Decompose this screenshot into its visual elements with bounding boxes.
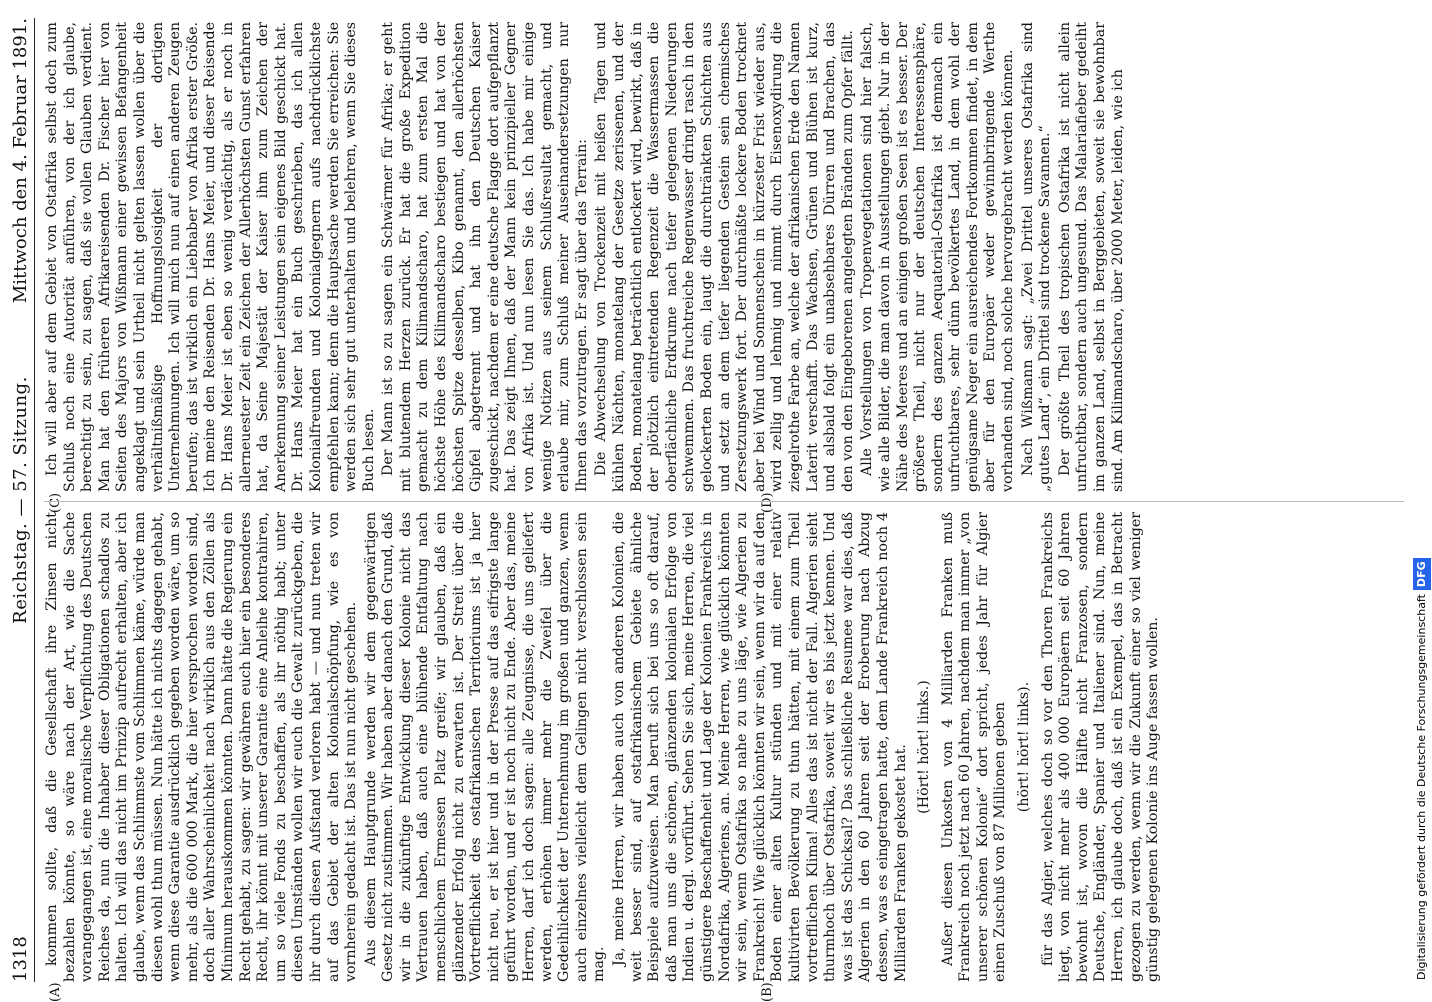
paragraph: Der größte Theil des tropischen Ostafrika ist nicht allein unfruchtbar, sondern auch ungesund. Das Malariafieber gedeiht im ganzen Land, selbst in Berggebieten, soweit sie bewohnbar sind. Am Kilimandscharo, über 2000 Meter, leiden, wie ich [1056, 22, 1126, 492]
paragraph: für das Algier, welches doch so vor den Thoren Frankreichs liegt, von nicht mehr als 400 000 Europäern seit 60 Jahren bewohnt ist, wovon die Hälfte nicht Franzosen, sondern Deutsche, Engländer, Spanier und Italiener sind. Nun, meine Herren, ich glaube doch, daß ist ein Exempel, das in Betracht gezogen zu werden, wenn wir die Zukunft einer so viel weniger günstig gelegenen Kolonie ins Auge fassen wollen. [1039, 512, 1162, 982]
left-column [44, 512, 1165, 982]
paragraph: Aus diesem Hauptgrunde werden wir dem gegenwärtigen Gesetz nicht zustimmen. Wir haben aber danach den Grund, daß wir in die zukünftige Entwicklung dieser Kolonie nicht das Vertrauen haben, daß auch eine blühende Entfaltung nach menschlichem Ermessen Platz greife; wir glauben, daß ein glänzender Erfolg nicht zu erwarten ist. Der Streit über die Vortrefflichkeit des ostafrikanischen Territoriums ist ja hier nicht neu, er ist hier und in der Presse auf das eifrigste lange geführt worden, und er ist noch nicht zu Ende. Aber das, meine Herren, darf ich doch sagen: alle Zeugnisse, die uns geliefert werden, erhöhen immer mehr die Zweifel über die Gedeihlichkeit der Unternehmung im großen und ganzen, wenn auch einzelnes vielleicht dem Gelingen nicht verschlossen sein mag. [362, 512, 608, 982]
paragraph: Der Mann ist so zu sagen ein Schwärmer für Afrika; er geht mit blutendem Herzen zurück. Er hat die große Expedition gemacht zu dem Kilimandscharo, hat zum ersten Mal die höchste Höhe des Kilimandscharo bestiegen und hat von der höchsten Spitze desselben, Kibo genannt, den allerhöchsten Gipfel abgetrennt und hat ihn den Deutschen Kaiser zugeschickt, nachdem er eine deutsche Flagge dort aufgepflanzt hat. Das zeigt Ihnen, daß der Mann kein prinzipieller Gegner von Afrika ist. Und nun lesen Sie das. Ich habe mir einige wenige Notizen aus seinem Schlußresultat gemacht, und erlaube mir, zum Schluß meiner Auseinandersetzungen nur Ihnen das vorzutragen. Er sagt über das Terrain: [380, 22, 590, 492]
paragraph: Nach Wißmann sagt: „Zwei Drittel unseres Ostafrika sind „gutes Land“, ein Drittel sind trockene Savannen.“ [1019, 22, 1054, 492]
page-number: 1318 [10, 936, 31, 982]
paragraph: Die Abwechselung von Trockenzeit mit heißen Tagen und kühlen Nächten, monatelang der Gesetze zerissenen, und der Boden, monatelang beträchtlich entlockert wird, bewirkt, daß in der plötzlich eintretenden Regenzeit die Wassermassen die oberflächliche Erdkrume nach tiefer gelegenen Niederungen schwemmen. Das fruchtreiche Regenwasser dringt rasch in den gelockerten Boden ein, laugt die durchtränkten Schichten aus und setzt an dem tiefer liegenden Gestein sein chemisches Zersetzungswerk fort. Der durchnäßte lockere Boden trocknet aber bei Wind und Sonnenschein in kürzester Frist wieder aus, wird zellig und lehmig und nimmt durch Eisenoxydirung die ziegelrothe Farbe an, welche der afrikanischen Erde den Namen Laterit verschafft. Das Wachsen, Grünen und Blühen ist kurz, und alsbald folgt ein unabsehbares Dürren und Brachen, das den von den Eingeborenen angelegten Bränden zum Opfer fällt. [593, 22, 856, 492]
paragraph: Außer diesen Unkosten von 4 Milliarden Franken muß Frankreich noch jetzt nach 60 Jahren, nachdem man immer „von unserer schönen Kolonie“ dort spricht, jedes Jahr für Algier einen Zuschuß von 87 Millionen geben [939, 512, 1009, 982]
paragraph: Alle Vorstellungen von Tropenvegetationen sind hier falsch, wie alle Bilder, die man davon in Ausstellungen giebt. Nur in der Nähe des Meeres und an einigen großen Seen ist es besser. Der größere Theil, nicht nur der deutschen Interessensphäre, sondern des ganzen Aequatorial-Ostafrika ist demnach ein unfruchtbares, sehr dünn bevölkertes Land, in dem wohl der genügsame Neger ein ausreichendes Fortkommen findet, in dem aber für den Europäer weder gewinnbringende Werthe vorhanden sind, noch solche hervorgebracht werden können. [859, 22, 1017, 492]
paragraph: kommen sollte, daß die Gesellschaft ihre Zinsen nicht bezahlen könnte, so wäre nach der Art, wie die Sache vorangegangen ist, eine moralische Verpflichtung des Deutschen Reiches da, nun die Inhaber dieser Obligationen schadlos zu halten. Ich will das nicht im Prinzip aufrecht erhalten, aber ich glaube, wenn das Schlimmste vom Schlimmen käme, würde man diesen wohl thun müssen. Nun hätte ich nichts dagegen gehabt, wenn diese Garantie ausdrücklich gegeben worden wäre, um so mehr, als die 600 000 Mark, die hier versprochen worden sind, doch aller Wahrscheinlichkeit nach wirklich aus den Zöllen als Minimum herauskommen könnten. Dann hätte die Regierung ein Recht gehabt, zu sagen: wir gewähren euch hier ein besonderes Recht, ihr könnt mit unserer Garantie eine Anleihe kontrahiren, um so viele Fonds zu beschaffen, als ihr nöthig habt; unter diesen Umständen wollen wir euch die Gewalt zurückgeben, die ihr durch diesen Aufstand verloren habt — und nun treten wir auf das Gebiet der alten Kolonialschöpfung, wie es von vornherein gedacht ist. Das ist nun nicht geschehen. [44, 512, 360, 982]
interjection: (Hört! hört! links.) [916, 680, 933, 814]
page-header [8, 18, 35, 982]
dfg-logo: DFG [1413, 558, 1431, 590]
watermark-text: Digitalisierung gefördert durch die Deutsche Forschungsgemeinschaft [1415, 594, 1428, 980]
paragraph: Ja, meine Herren, wir haben auch von anderen Kolonien, die weit besser sind, auf ostafrikanischem Gebiete ähnliche Beispiele aufzuweisen. Man beruft sich bei uns so oft darauf, daß man uns die schönen, glänzenden kolonialen Erfolge von Indien u. dergl. vorführt. Sehen Sie sich, meine Herren, die viel günstigere Beschaffenheit und Lage der Kolonien Frankreichs in Nordafrika, Algeriens, an. Meine Herren, wie glücklich könnten wir sein, wenn Ostafrika so nahe zu uns läge, wie Algerien zu Frankreich! Wie glücklich könnten wir sein, wenn wir da auf den Boden einer alten Kultur stünden und mit einer relativ kultivirten Bevölkerung zu thun hätten, mit einem zum Theil vortrefflichen Klima! Alles das ist nicht der Fall. Algerien sieht thurmhoch über Ostafrika, soweit wir es bis jetzt kennen. Und was ist das Schicksal? Das schließliche Resumee war dies, daß Algerien in den 60 Jahren seit der Eroberung nach Abzug dessen, was es eingetragen hatte, dem Lande Frankreich noch 4 Milliarden Franken gekostet hat. [611, 512, 909, 982]
margin-marker-c: (C) [48, 492, 63, 513]
margin-marker-d: (D) [760, 492, 775, 513]
interjection: (hört! hört! links). [1016, 681, 1033, 813]
column-divider [44, 501, 1404, 502]
paragraph: Ich will aber auf dem Gebiet von Ostafrika selbst doch zum Schluß noch eine Autorität anführen, von der ich glaube, berechtigt zu sein, zu sagen, daß sie vollen Glauben verdient. Man hat den früheren Afrikareisenden Dr. Fischer hier von Seiten des Majors von Wißmann einer gewissen Befangenheit angeklagt und sein Urtheil nicht gelten lassen wollen über die verhältnißmäßige Hoffnungslosigkeit der dortigen Unternehmungen. Ich will mich nun auf einen anderen Zeugen berufen; das ist wirklich ein Liebhaber von Afrika erster Größe. Ich meine den Reisenden Dr. Hans Meier, und dieser Reisende Dr. Hans Meier ist eben so wenig verdächtig, als er noch in allerneuester Zeit ein Zeichen der Allerhöchsten Gunst erfahren hat, da Seine Majestät der Kaiser ihm zum Zeichen der Anerkennung seiner Leistungen sein eigenes Bild geschickt hat. Dr. Hans Meier hat ein Buch geschrieben, das ich allen Kolonialfreunden und Kolonialgegnern aufs nachdrücklichste empfehlen kann; denn die Hauptsache werden Sie erreichen: Sie werden sich sehr gut unterhalten und belehren, wenn Sie dieses Buch lesen. [44, 22, 377, 492]
digitization-watermark [1413, 20, 1431, 980]
session-title: Reichstag. — 57. Sitzung. [10, 376, 31, 624]
session-date: Mittwoch den 4. Februar 1891. [10, 18, 31, 304]
right-column [44, 22, 1129, 492]
margin-marker-b: (B) [760, 982, 775, 1002]
margin-marker-a: (A) [48, 982, 63, 1002]
